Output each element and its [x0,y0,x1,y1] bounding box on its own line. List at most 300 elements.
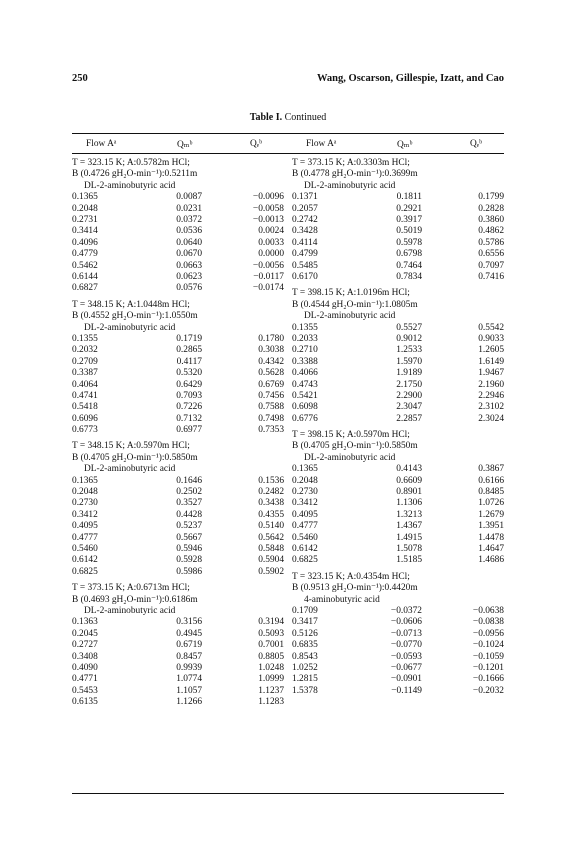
table-cell: 0.4355 [258,509,284,520]
table-row [292,345,504,356]
table-cell: 0.6798 [396,249,422,260]
table-cell: 0.0087 [176,192,202,203]
condition-line: DL-2-aminobutyric acid [84,322,176,333]
table-cell: 0.6142 [72,555,98,566]
table-cell: 0.5986 [176,566,202,577]
table-cell: −0.0117 [253,271,284,282]
table-cell: 0.5126 [292,628,318,639]
table-row [292,617,504,628]
table-cell: 1.4686 [478,555,504,566]
table-cell: 0.7588 [258,402,284,413]
left-column [72,158,284,714]
condition-line: DL-2-aminobutyric acid [304,180,396,191]
condition-line: T = 323.15 K; A:0.4354m HCl; [292,571,410,582]
table-cell: 1.5378 [292,685,318,696]
table-row [72,555,284,566]
table-row [72,215,284,226]
table-row [292,226,504,237]
table-cell: 0.6769 [258,379,284,390]
table-cell: 0.5418 [72,402,98,413]
table-cell: 0.4342 [258,356,284,367]
right-column-headers [292,139,504,151]
table-row [72,249,284,260]
table-row [72,192,284,203]
table-cell: 0.3428 [292,226,318,237]
table-cell: −0.1024 [472,640,504,651]
table-cell: 0.5978 [396,237,422,248]
table-cell: 0.1646 [176,475,202,486]
table-row [72,663,284,674]
table-cell: 1.1306 [396,498,422,509]
table-row [72,380,284,391]
table-cell: 0.0576 [176,283,202,294]
condition-line: DL-2-aminobutyric acid [304,452,396,463]
table-cell: 0.4945 [176,628,202,639]
condition-line: DL-2-aminobutyric acid [304,311,396,322]
table-cell: −0.0838 [472,617,504,628]
table-cell: 0.1811 [396,192,422,203]
table-cell: 0.0670 [176,249,202,260]
table-cell: 0.4771 [72,674,98,685]
table-cell: 0.3387 [72,368,98,379]
table-cell: 0.2865 [176,345,202,356]
header-rule [72,153,504,154]
table-cell: 0.1536 [258,475,284,486]
table-cell: 0.4779 [72,249,98,260]
condition-line: B (0.4705 gH₂O-min⁻¹):0.5850m [72,452,198,463]
table-cell: 1.3213 [396,509,422,520]
table-cell: 0.2742 [292,215,318,225]
table-row [292,533,504,544]
condition-line: B (0.9513 gH₂O-min⁻¹):0.4420m [292,583,418,594]
table-row [292,215,504,226]
table-cell: 0.4066 [292,368,318,379]
table-cell: 0.4428 [176,509,202,520]
table-row [292,414,504,425]
left-column-headers [72,139,284,151]
table-cell: 0.0623 [176,271,202,282]
table-cell: 0.1355 [72,333,98,344]
condition-block [292,288,504,425]
table-row [72,391,284,402]
table-cell: 0.8485 [478,487,504,498]
table-cell: 2.2857 [396,413,422,424]
table-cell: 2.2946 [478,390,504,401]
table-cell: 0.2482 [258,487,284,498]
table-cell: 1.9189 [396,368,422,379]
table-cell: 0.5848 [258,544,284,555]
table-row [292,192,504,203]
table-cell: 1.3951 [478,521,504,532]
table-cell: 0.4777 [72,532,98,543]
table-row [72,533,284,544]
table-row [292,487,504,498]
table-cell: 0.0536 [176,226,202,237]
table-cell: 0.6096 [72,413,98,424]
table-cell: 1.0248 [258,662,284,673]
condition-line: B (0.4544 gH₂O-min⁻¹):1.0805m [292,299,418,310]
table-cell: 2.3047 [396,402,422,413]
table-cell: 0.6825 [292,555,318,566]
table-cell: 0.1371 [292,192,318,203]
table-row [72,261,284,272]
running-header [72,73,504,87]
condition-block [292,430,504,567]
table-cell: 0.4090 [72,662,98,673]
table-cell: 0.8901 [396,487,422,498]
condition-block [292,572,504,697]
table-cell: 1.2815 [292,674,318,685]
table-row [292,510,504,521]
table-cell: 0.1709 [292,606,318,617]
table-cell: 0.1365 [72,192,98,203]
table-cell: 0.5786 [478,237,504,248]
table-cell: 1.0999 [258,674,284,685]
table-cell: −0.0056 [252,260,284,271]
bottom-rule [72,793,504,794]
table-cell: 1.1266 [176,697,202,708]
col-qm-header: Qₘᵇ [177,140,193,150]
table-cell: 0.1719 [176,333,202,344]
table-cell: 0.1799 [478,192,504,203]
table-row [72,510,284,521]
table-row [72,238,284,249]
table-row [72,686,284,697]
table-cell: −0.1201 [472,662,504,673]
table-cell: 0.7097 [478,260,504,271]
table-title [72,112,504,123]
table-row [292,629,504,640]
table-cell: 1.9467 [478,368,504,379]
table-cell: 0.9012 [396,333,422,344]
table-cell: −0.0901 [390,674,422,685]
table-row [292,272,504,283]
table-cell: 0.5140 [258,521,284,532]
table-cell: 0.3412 [292,498,318,509]
table-cell: 0.9939 [176,662,202,673]
table-cell: 0.1363 [72,617,98,628]
table-cell: −0.1149 [391,685,422,696]
table-cell: 0.6835 [292,640,318,651]
table-row [72,368,284,379]
table-cell: −0.0058 [252,203,284,214]
condition-line: DL-2-aminobutyric acid [84,606,176,617]
table-cell: 0.4064 [72,379,98,390]
col-flow-header: Flow Aᵃ [306,139,337,149]
table-cell: 0.6609 [396,475,422,486]
table-row [292,544,504,555]
table-row [292,238,504,249]
table-cell: 0.6825 [72,566,98,577]
table-row [292,498,504,509]
table-cell: −0.0096 [252,192,284,203]
table-row [72,476,284,487]
condition-line: B (0.4778 gH₂O-min⁻¹):0.3699m [292,169,418,180]
table-cell: 0.2057 [292,203,318,214]
table-cell: 0.0663 [176,260,202,271]
table-cell: 0.2828 [478,203,504,214]
condition-line: B (0.4726 gH₂O-min⁻¹):0.5211m [72,169,198,180]
table-cell: 0.7464 [396,260,422,271]
table-cell: 0.6170 [292,271,318,282]
table-cell: −0.0956 [472,628,504,639]
table-cell: 0.5928 [176,555,202,566]
col-qm-header: Qₘᵇ [397,140,413,150]
table-cell: −0.0174 [252,283,284,294]
table-cell: 0.3412 [72,509,98,520]
table-cell: 0.7001 [258,640,284,651]
table-row [292,674,504,685]
table-row [292,357,504,368]
table-cell: 0.2730 [72,498,98,509]
col-flow-header: Flow Aᵃ [86,139,117,149]
condition-line: DL-2-aminobutyric acid [84,180,176,191]
table-cell: 0.3408 [72,651,98,662]
table-row [72,402,284,413]
table-row [292,323,504,334]
table-cell: 0.4117 [176,356,202,367]
condition-line: DL-2-aminobutyric acid [84,464,176,475]
table-label: Table I. [249,112,283,123]
table-cell: 2.3024 [478,413,504,424]
table-row [72,674,284,685]
table-cell: 0.2033 [292,333,318,344]
table-continued: Continued [284,112,327,123]
table-cell: 0.3867 [478,464,504,475]
table-cell: 0.5904 [258,555,284,566]
table-cell: 0.1355 [292,322,318,333]
table-cell: −0.0593 [390,651,422,662]
table-cell: 0.3156 [176,617,202,628]
table-cell: 0.5628 [258,368,284,379]
table-cell: 0.5946 [176,544,202,555]
table-cell: 1.5185 [396,555,422,566]
table-cell: 0.1365 [292,464,318,475]
table-cell: −0.1666 [472,674,504,685]
table-row [292,476,504,487]
table-cell: 0.7226 [176,402,202,413]
table-cell: 0.9033 [478,333,504,344]
condition-block [72,158,284,295]
table-cell: 0.3038 [258,345,284,356]
table-cell: 0.8543 [292,651,318,662]
table-cell: 0.0372 [176,215,202,225]
table-cell: 1.0726 [478,498,504,509]
table-cell: 0.7498 [258,413,284,424]
table-cell: 0.6429 [176,379,202,390]
table-cell: 0.5237 [176,521,202,532]
table-row [292,464,504,475]
table-cell: −0.0770 [390,640,422,651]
table-cell: 0.2048 [72,487,98,498]
table-cell: −0.0013 [252,215,284,225]
table-cell: 0.3917 [396,215,422,225]
table-cell: 0.1780 [258,333,284,344]
table-row [292,555,504,566]
table-cell: 0.7456 [258,390,284,401]
condition-line: 4-aminobutyric acid [304,594,380,605]
table-cell: 0.6098 [292,402,318,413]
table-cell: 0.5093 [258,628,284,639]
table-row [72,697,284,708]
table-cell: 1.0774 [176,674,202,685]
table-cell: 1.1237 [258,685,284,696]
table-cell: 0.4741 [72,390,98,401]
condition-line: T = 348.15 K; A:0.5970m HCl; [72,441,190,452]
table-row [72,544,284,555]
table-row [292,402,504,413]
table-cell: 0.4095 [72,521,98,532]
top-rule [72,133,504,134]
table-cell: 0.5485 [292,260,318,271]
table-cell: 0.2032 [72,345,98,356]
table-cell: 0.0033 [258,237,284,248]
table-cell: 0.4143 [396,464,422,475]
table-cell: −0.0372 [390,606,422,617]
table-cell: 0.2731 [72,215,98,225]
table-cell: 0.0231 [176,203,202,214]
table-row [72,345,284,356]
table-cell: 1.1283 [258,697,284,708]
table-cell: 1.4367 [396,521,422,532]
table-row [292,521,504,532]
table-cell: 0.5462 [72,260,98,271]
table-cell: 2.1750 [396,379,422,390]
table-cell: 0.6977 [176,425,202,436]
condition-line: T = 373.15 K; A:0.3303m HCl; [292,158,410,168]
table-cell: 0.6556 [478,249,504,260]
table-cell: 0.2730 [292,487,318,498]
table-row [292,249,504,260]
table-cell: −0.2032 [472,685,504,696]
table-cell: 0.2502 [176,487,202,498]
table-row [72,425,284,436]
table-cell: 0.6142 [292,544,318,555]
table-cell: 0.6144 [72,271,98,282]
table-cell: 0.5642 [258,532,284,543]
condition-block [292,158,504,283]
table-cell: 0.3414 [72,226,98,237]
condition-line: B (0.4693 gH₂O-min⁻¹):0.6186m [72,594,198,605]
table-cell: 0.5542 [478,322,504,333]
table-cell: 0.6166 [478,475,504,486]
table-cell: 0.5019 [396,226,422,237]
table-row [72,226,284,237]
table-row [72,629,284,640]
table-cell: 0.5527 [396,322,422,333]
table-row [72,487,284,498]
table-row [72,521,284,532]
page-number: 250 [72,73,88,84]
table-cell: 0.2709 [72,356,98,367]
condition-block [72,300,284,437]
table-cell: 0.0024 [258,226,284,237]
running-authors: Wang, Oscarson, Gillespie, Izatt, and Cao [317,73,504,84]
table-row [292,368,504,379]
table-cell: 0.3194 [258,617,284,628]
table-cell: 0.6135 [72,697,98,708]
table-cell: 0.7353 [258,425,284,436]
table-cell: 0.4777 [292,521,318,532]
table-cell: 0.2921 [396,203,422,214]
table-cell: 0.3860 [478,215,504,225]
table-cell: 0.2710 [292,345,318,356]
table-cell: 0.0640 [176,237,202,248]
table-cell: 2.1960 [478,379,504,390]
table-row [72,617,284,628]
table-cell: −0.0713 [390,628,422,639]
table-cell: 0.4096 [72,237,98,248]
table-cell: 1.2605 [478,345,504,356]
table-row [72,272,284,283]
table-cell: 2.2900 [396,390,422,401]
table-row [72,567,284,578]
table-cell: 0.3388 [292,356,318,367]
table-cell: 0.4799 [292,249,318,260]
condition-line: T = 398.15 K; A:0.5970m HCl; [292,430,410,441]
condition-line: T = 323.15 K; A:0.5782m HCl; [72,158,190,168]
table-cell: 0.6776 [292,413,318,424]
table-row [292,606,504,617]
table-cell: 0.6827 [72,283,98,294]
table-cell: 0.5667 [176,532,202,543]
table-cell: 0.4114 [292,237,318,248]
table-cell: 0.4095 [292,509,318,520]
table-cell: 0.0000 [258,249,284,260]
table-cell: 1.2533 [396,345,422,356]
right-column [292,158,504,702]
table-cell: 0.3527 [176,498,202,509]
table-cell: 0.7416 [478,271,504,282]
table-cell: 0.6719 [176,640,202,651]
table-cell: 0.8457 [176,651,202,662]
table-cell: 0.3438 [258,498,284,509]
table-cell: −0.1059 [472,651,504,662]
table-cell: 0.3417 [292,617,318,628]
table-cell: 1.6149 [478,356,504,367]
col-qc-header: Qₑᵇ [250,139,263,149]
table-cell: 0.7093 [176,390,202,401]
table-cell: 0.7834 [396,271,422,282]
condition-line: T = 348.15 K; A:1.0448m HCl; [72,299,190,310]
condition-block [72,441,284,578]
table-cell: 0.5421 [292,390,318,401]
table-cell: 0.4743 [292,379,318,390]
table-cell: 0.5460 [72,544,98,555]
table-cell: 1.0252 [292,662,318,673]
table-row [72,414,284,425]
condition-line: B (0.4705 gH₂O-min⁻¹):0.5850m [292,441,418,452]
table-row [292,652,504,663]
table-cell: 0.6773 [72,425,98,436]
table-cell: 0.2048 [292,475,318,486]
condition-block [72,583,284,708]
table-row [292,640,504,651]
table-row [72,357,284,368]
table-cell: 1.4478 [478,532,504,543]
table-cell: 1.5078 [396,544,422,555]
table-cell: 0.4862 [478,226,504,237]
table-cell: 0.5902 [258,566,284,577]
table-cell: −0.0677 [390,662,422,673]
table-cell: 1.4915 [396,532,422,543]
col-qc-header: Qₑᵇ [470,139,483,149]
table-row [292,334,504,345]
table-cell: 0.1365 [72,475,98,486]
table-row [292,261,504,272]
table-row [72,498,284,509]
table-row [292,663,504,674]
